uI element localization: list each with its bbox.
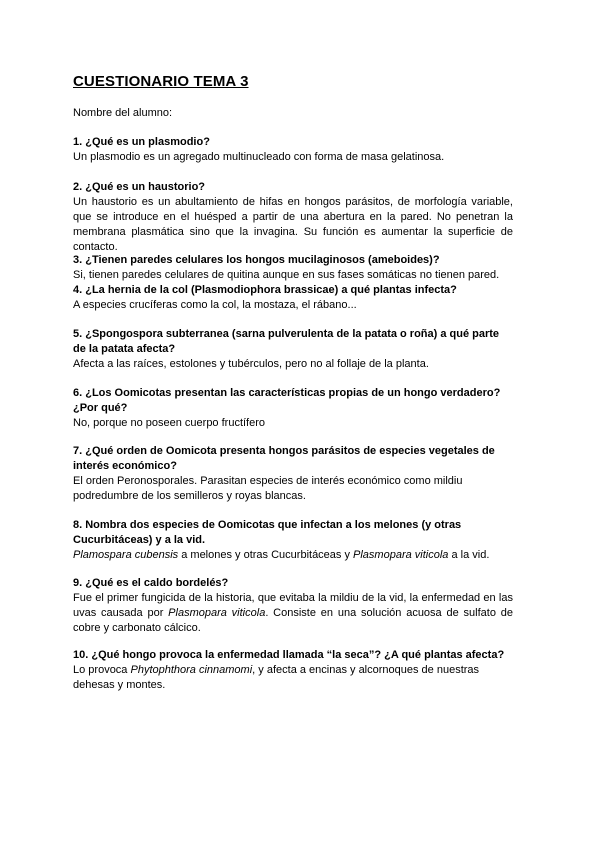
question-text: 1. ¿Qué es un plasmodio? (73, 136, 210, 148)
question-5 (73, 327, 513, 372)
question-text: 6. ¿Los Oomicotas presentan las características propias de un hongo verdadero? ¿Por qué? (73, 387, 501, 414)
question-9 (73, 576, 513, 636)
answer-text: A especies crucíferas como la col, la mostaza, el rábano... (73, 299, 357, 311)
answer-text: Lo provoca Phytophthora cinnamomi, y afecta a encinas y alcornoques de nuestras dehesas y montes. (73, 664, 480, 691)
species-name: Plasmopara viticola (168, 607, 266, 619)
question-text: 10. ¿Qué hongo provoca la enfermedad llamada “la seca”? ¿A qué plantas afecta? (73, 649, 505, 661)
question-7 (73, 444, 513, 504)
question-text: 7. ¿Qué orden de Oomicota presenta hongos parásitos de especies vegetales de interés económico? (73, 445, 495, 472)
answer-text: Si, tienen paredes celulares de quitina aunque en sus fases somáticas no tienen pared. (73, 269, 500, 281)
answer-text: Plamospara cubensis a melones y otras Cucurbitáceas y Plasmopara viticola a la vid. (73, 549, 490, 561)
question-6 (73, 386, 513, 431)
question-text: 3. ¿Tienen paredes celulares los hongos mucilaginosos (ameboides)? (73, 254, 440, 266)
document-title: CUESTIONARIO TEMA 3 (73, 73, 249, 90)
question-4 (73, 283, 513, 313)
question-text: 5. ¿Spongospora subterranea (sarna pulverulenta de la patata o roña) a qué parte de la patata afecta? (73, 328, 500, 355)
answer-text: Fue el primer fungicida de la historia, que evitaba la mildiu de la vid, la enfermedad en las uvas causada por Plasmopara viticola. Consiste en una solución acuosa de sulfato de cobre y carbonato cálcico. (73, 592, 513, 634)
question-1 (73, 135, 513, 165)
answer-text: Un plasmodio es un agregado multinucleado con forma de masa gelatinosa. (73, 151, 445, 163)
question-3 (73, 253, 513, 283)
answer-text: Afecta a las raíces, estolones y tubérculos, pero no al follaje de la planta. (73, 358, 429, 370)
question-text: 8. Nombra dos especies de Oomicotas que infectan a los melones (y otras Cucurbitáceas) y a la vid. (73, 519, 462, 546)
answer-text: No, porque no poseen cuerpo fructífero (73, 417, 266, 429)
species-name: Plasmopara viticola (353, 549, 449, 561)
answer-text: Un haustorio es un abultamiento de hifas en hongos parásitos, de morfología variable, que se introduce en el huésped a partir de una abertura en la pared. No penetran la membrana plasmática sino que la invagina. Su función es aumentar la superficie de contacto. (73, 196, 513, 253)
species-name: Plamospara cubensis (73, 549, 179, 561)
question-text: 9. ¿Qué es el caldo bordelés? (73, 577, 229, 589)
species-name: Phytophthora cinnamomi (130, 664, 253, 676)
question-10 (73, 648, 513, 693)
question-text: 4. ¿La hernia de la col (Plasmodiophora brassicae) a qué plantas infecta? (73, 284, 457, 296)
question-2 (73, 180, 513, 255)
question-text: 2. ¿Qué es un haustorio? (73, 181, 206, 193)
answer-text: El orden Peronosporales. Parasitan especies de interés económico como mildiu podredumbre de los semilleros y royas blancas. (73, 475, 463, 502)
question-8 (73, 518, 513, 563)
student-name-label: Nombre del alumno: (73, 107, 173, 119)
